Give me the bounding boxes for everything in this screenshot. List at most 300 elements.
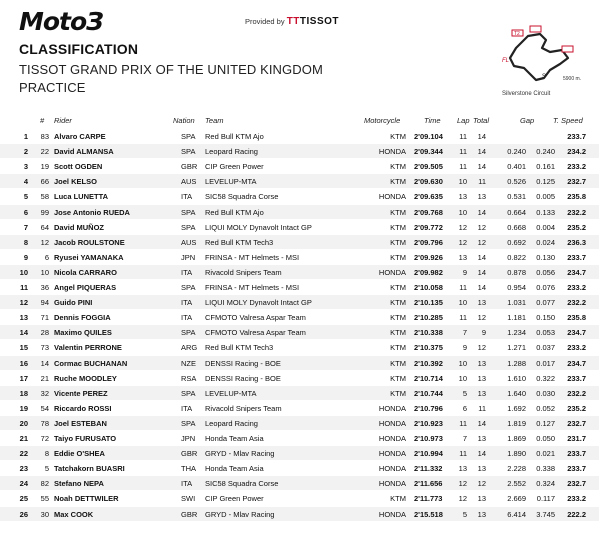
table-row [0, 265, 599, 279]
gap-previous: 0.127 [536, 418, 555, 428]
nation: NZE [181, 358, 196, 368]
provided-by [245, 16, 339, 27]
nation: JPN [181, 434, 196, 443]
lap-time: 2'10.338 [414, 328, 443, 338]
lap-number: 10 [458, 358, 467, 368]
rider-number: 22 [40, 147, 49, 157]
top-speed: 233.2 [567, 494, 586, 504]
lap-time: 2'11.332 [414, 464, 443, 474]
lap-time: 2'10.058 [414, 283, 443, 292]
lap-time: 2'09.772 [414, 222, 443, 232]
total-laps: 14 [477, 283, 486, 292]
rider-number: 30 [40, 509, 49, 519]
total-laps: 14 [477, 147, 486, 157]
rider-number: 71 [40, 313, 49, 323]
gap-previous: 0.037 [536, 343, 555, 353]
position: 10 [19, 267, 28, 277]
motorcycle: HONDA [378, 464, 406, 474]
motorcycle: HONDA [378, 509, 406, 519]
column-header-nation: Nation [173, 116, 195, 125]
total-laps: 11 [478, 403, 486, 413]
position: 12 [19, 298, 28, 308]
nation: SPA [181, 283, 196, 292]
lap-number: 13 [458, 252, 467, 262]
rider-name: Stefano NEPA [54, 479, 104, 489]
sponsor-logo [287, 16, 339, 27]
sponsor-mark: TT [286, 16, 300, 27]
event-name: TISSOT GRAND PRIX OF THE UNITED KINGDOM [19, 62, 323, 77]
session-name: PRACTICE [19, 80, 86, 95]
lap-time: 2'09.982 [414, 267, 443, 277]
position: 11 [20, 283, 28, 292]
nation: SPA [181, 388, 196, 398]
table-row [0, 461, 599, 475]
top-speed: 233.7 [567, 132, 586, 141]
rider-number: 10 [40, 267, 49, 277]
lap-time: 2'09.344 [414, 147, 443, 157]
motorcycle: KTM [390, 328, 406, 338]
rider-name: Luca LUNETTA [54, 192, 109, 202]
nation: ITA [181, 403, 193, 413]
position: 14 [19, 328, 28, 338]
motorcycle: KTM [390, 298, 406, 308]
team-name: Rivacold Snipers Team [205, 267, 282, 277]
motorcycle: HONDA [378, 418, 406, 428]
motorcycle: HONDA [378, 479, 406, 489]
rider-number: 99 [40, 207, 49, 217]
rider-name: Alvaro CARPE [54, 132, 106, 141]
rider-name: Maximo QUILES [54, 328, 112, 338]
motorcycle: HONDA [378, 147, 406, 157]
gap-previous: 0.056 [536, 267, 555, 277]
lap-time: 2'09.505 [414, 162, 443, 172]
rider-number: 66 [40, 177, 49, 187]
total-laps: 12 [477, 479, 486, 489]
position: 19 [19, 403, 28, 413]
gap-first: 1.031 [507, 298, 526, 308]
table-row [0, 431, 599, 445]
lap-time: 2'15.518 [414, 509, 443, 519]
top-speed: 232.2 [567, 298, 586, 308]
total-laps: 12 [477, 237, 486, 247]
rider-number: 64 [40, 222, 49, 232]
motorcycle: KTM [390, 388, 406, 398]
team-name: Honda Team Asia [205, 464, 264, 474]
lap-time: 2'10.923 [414, 418, 443, 428]
gap-previous: 0.005 [536, 192, 555, 202]
position: 6 [23, 207, 28, 217]
column-header-gap: Gap [520, 116, 535, 125]
column-header-team: Team [205, 116, 224, 125]
sector-marker [562, 46, 573, 52]
rider-number: 78 [40, 418, 49, 428]
top-speed: 234.2 [567, 147, 586, 157]
nation: SPA [181, 207, 196, 217]
start-marker: S [542, 74, 547, 80]
rider-name: Eddie O'SHEA [54, 449, 105, 459]
table-row [0, 159, 599, 173]
top-speed: 234.7 [567, 328, 586, 338]
total-laps: 13 [477, 358, 486, 368]
position: 1 [23, 132, 28, 141]
motorcycle: KTM [390, 494, 406, 504]
total-laps: 13 [477, 373, 486, 383]
table-row [0, 295, 599, 309]
nation: ITA [181, 192, 193, 202]
position: 8 [23, 237, 28, 247]
total-laps: 13 [477, 509, 486, 519]
motorcycle: KTM [390, 237, 406, 247]
table-row [0, 491, 599, 505]
rider-name: Guido PINI [54, 298, 93, 308]
top-speed: 233.7 [567, 373, 586, 383]
team-name: Leopard Racing [205, 418, 258, 428]
total-laps: 14 [477, 252, 486, 262]
team-name: LEVELUP-MTA [205, 177, 257, 187]
column-header-total: Total [473, 116, 489, 125]
table-row [0, 446, 599, 460]
gap-first: 0.954 [507, 283, 526, 292]
position: 13 [19, 313, 28, 323]
rider-name: Tatchakorn BUASRI [54, 464, 125, 474]
top-speed: 233.7 [567, 252, 586, 262]
total-laps: 14 [477, 162, 486, 172]
lap-number: 11 [459, 449, 467, 459]
gap-first: 1.234 [507, 328, 526, 338]
team-name: GRYD - Mlav Racing [205, 509, 275, 519]
position: 24 [19, 479, 28, 489]
top-speed: 235.8 [567, 313, 586, 323]
lap-time: 2'09.630 [414, 177, 443, 187]
gap-previous: 0.240 [536, 147, 555, 157]
position: 3 [23, 162, 28, 172]
nation: SPA [181, 328, 196, 338]
table-row [0, 174, 599, 188]
team-name: Rivacold Snipers Team [205, 403, 282, 413]
top-speed: 236.3 [567, 237, 586, 247]
gap-previous: 0.030 [536, 388, 555, 398]
lap-time: 2'11.656 [414, 479, 443, 489]
gap-first: 2.669 [507, 494, 526, 504]
nation: THA [181, 464, 196, 474]
motorcycle: KTM [390, 343, 406, 353]
rider-name: Angel PIQUERAS [54, 283, 117, 292]
lap-time: 2'10.375 [414, 343, 443, 353]
gap-first: 0.878 [507, 267, 526, 277]
table-row [0, 189, 599, 203]
rider-name: Nicola CARRARO [54, 267, 117, 277]
lap-time: 2'09.796 [414, 237, 443, 247]
position: 20 [19, 418, 28, 428]
nation: AUS [181, 177, 197, 187]
position: 25 [19, 494, 28, 504]
nation: GBR [181, 509, 198, 519]
lap-number: 12 [458, 222, 467, 232]
table-row [0, 325, 599, 339]
total-laps: 14 [477, 449, 486, 459]
lap-time: 2'10.994 [414, 449, 443, 459]
rider-name: Jacob ROULSTONE [54, 237, 125, 247]
table-row [0, 310, 599, 324]
lap-number: 12 [458, 479, 467, 489]
gap-first: 0.668 [507, 222, 526, 232]
table-row [0, 507, 599, 521]
table-row [0, 401, 599, 415]
nation: SPA [181, 222, 196, 232]
top-speed: 233.2 [567, 283, 586, 292]
top-speed: 232.2 [567, 388, 586, 398]
nation: SWI [181, 494, 196, 504]
team-name: CFMOTO Valresa Aspar Team [205, 328, 306, 338]
sector-marker [530, 26, 541, 32]
gap-first: 1.288 [507, 358, 526, 368]
gap-previous: 3.745 [536, 509, 555, 519]
motorcycle: KTM [390, 162, 406, 172]
position: 15 [19, 343, 28, 353]
table-row [0, 280, 599, 294]
nation: ITA [181, 298, 193, 308]
table-row [0, 220, 599, 234]
position: 23 [19, 464, 28, 474]
rider-number: 19 [40, 162, 49, 172]
position: 7 [23, 222, 28, 232]
total-laps: 13 [477, 388, 486, 398]
table-row [0, 371, 599, 385]
lap-time: 2'09.104 [414, 132, 443, 141]
lap-number: 6 [462, 403, 467, 413]
lap-number: 9 [462, 267, 467, 277]
top-speed: 232.7 [567, 177, 586, 187]
team-name: CIP Green Power [205, 162, 264, 172]
nation: GBR [181, 449, 198, 459]
rider-name: Ruche MOODLEY [54, 373, 117, 383]
gap-previous: 0.021 [536, 449, 555, 459]
column-header-lap: Lap [457, 116, 470, 125]
nation: SPA [181, 132, 196, 141]
rider-number: 6 [44, 252, 49, 262]
lap-number: 12 [458, 494, 467, 504]
rider-number: 12 [40, 237, 49, 247]
top-speed: 233.7 [567, 449, 586, 459]
team-name: Honda Team Asia [205, 434, 264, 443]
rider-name: Max COOK [54, 509, 94, 519]
rider-name: Valentin PERRONE [54, 343, 122, 353]
rider-name: Riccardo ROSSI [54, 403, 112, 413]
motorcycle: KTM [390, 358, 406, 368]
motorcycle: HONDA [378, 192, 406, 202]
rider-number: 28 [40, 328, 49, 338]
total-laps: 12 [477, 343, 486, 353]
team-name: Red Bull KTM Tech3 [205, 237, 274, 247]
lap-time: 2'10.973 [414, 434, 443, 443]
nation: GBR [181, 162, 198, 172]
nation: SPA [181, 418, 196, 428]
total-laps: 13 [477, 494, 486, 504]
lap-time: 2'09.635 [414, 192, 443, 202]
rider-name: David ALMANSA [54, 147, 114, 157]
column-header-rider: Rider [54, 116, 72, 125]
top-speed: 234.7 [567, 267, 586, 277]
motorcycle: KTM [390, 222, 406, 232]
rider-number: 83 [40, 132, 49, 141]
table-row [0, 340, 599, 354]
total-laps: 14 [477, 267, 486, 277]
circuit-length: 5900 m. [563, 76, 582, 82]
nation: ARG [181, 343, 198, 353]
lap-number: 5 [462, 388, 467, 398]
total-laps: 11 [478, 177, 486, 187]
gap-previous: 0.322 [536, 373, 555, 383]
fl-marker: FL [502, 58, 510, 64]
lap-number: 9 [462, 343, 467, 353]
rider-name: Noah DETTWILER [54, 494, 119, 504]
total-laps: 14 [477, 132, 486, 141]
total-laps: 13 [477, 298, 486, 308]
gap-first: 0.692 [507, 237, 526, 247]
rider-number: 55 [40, 494, 49, 504]
column-header-number: # [40, 116, 45, 125]
top-speed: 232.7 [567, 479, 586, 489]
motorcycle: KTM [390, 132, 406, 141]
rider-number: 5 [44, 464, 49, 474]
lap-number: 5 [462, 509, 467, 519]
gap-previous: 0.077 [536, 298, 555, 308]
gap-previous: 0.024 [536, 237, 555, 247]
position: 18 [19, 388, 28, 398]
lap-time: 2'10.744 [414, 388, 443, 398]
team-name: Red Bull KTM Tech3 [205, 343, 274, 353]
top-speed: 233.2 [567, 162, 586, 172]
total-laps: 9 [481, 328, 486, 338]
moto3-logo: MotoЗ [19, 7, 103, 36]
team-name: FRINSA - MT Helmets - MSI [205, 252, 300, 262]
position: 22 [19, 449, 28, 459]
total-laps: 13 [477, 464, 486, 474]
lap-time: 2'09.926 [414, 252, 443, 262]
lap-time: 2'10.135 [414, 298, 443, 308]
lap-time: 2'10.714 [414, 373, 443, 383]
rider-number: 82 [40, 479, 49, 489]
gap-first: 0.401 [507, 162, 526, 172]
gap-first: 1.692 [507, 403, 526, 413]
gap-first: 1.890 [507, 449, 526, 459]
rider-name: David MUÑOZ [54, 222, 105, 232]
motorcycle: HONDA [378, 434, 406, 443]
gap-previous: 0.052 [536, 403, 555, 413]
gap-previous: 0.133 [536, 207, 555, 217]
lap-number: 10 [458, 177, 467, 187]
rider-number: 8 [44, 449, 49, 459]
total-laps: 13 [477, 192, 486, 202]
gap-first: 0.664 [507, 207, 526, 217]
nation: ITA [181, 267, 193, 277]
total-laps: 12 [477, 222, 486, 232]
circuit-track [510, 34, 568, 80]
lap-time: 2'11.773 [414, 494, 443, 504]
position: 9 [23, 252, 28, 262]
lap-number: 11 [459, 418, 467, 428]
rider-number: 94 [40, 298, 49, 308]
gap-previous: 0.324 [536, 479, 555, 489]
rider-number: 32 [40, 388, 49, 398]
rider-name: Joel KELSO [54, 177, 97, 187]
lap-number: 7 [462, 328, 467, 338]
lap-time: 2'09.768 [414, 207, 443, 217]
position: 2 [23, 147, 28, 157]
gap-first: 6.414 [507, 509, 526, 519]
rider-number: 72 [40, 434, 49, 443]
motorcycle: HONDA [378, 267, 406, 277]
circuit-name: Silverstone Circuit [502, 91, 551, 97]
lap-number: 13 [458, 464, 467, 474]
table-row [0, 356, 599, 370]
gap-previous: 0.150 [536, 313, 555, 323]
team-name: Leopard Racing [205, 147, 258, 157]
gap-first: 0.240 [507, 147, 526, 157]
gap-first: 1.819 [507, 418, 526, 428]
table-row [0, 250, 599, 264]
lap-time: 2'10.796 [414, 403, 443, 413]
team-name: GRYD - Mlav Racing [205, 449, 275, 459]
gap-previous: 0.161 [536, 162, 555, 172]
position: 21 [19, 434, 28, 443]
nation: AUS [181, 237, 197, 247]
position: 16 [19, 358, 28, 368]
gap-previous: 0.076 [536, 283, 555, 292]
gap-previous: 0.117 [536, 494, 555, 504]
rider-name: Taiyo FURUSATO [54, 434, 117, 443]
lap-time: 2'10.285 [414, 313, 443, 323]
nation: ITA [181, 479, 193, 489]
gap-previous: 0.338 [536, 464, 555, 474]
motorcycle: KTM [390, 373, 406, 383]
column-header-top-speed: T. Speed [553, 116, 583, 125]
gap-first: 1.640 [507, 388, 526, 398]
gap-previous: 0.017 [536, 358, 555, 368]
lap-number: 13 [458, 192, 467, 202]
column-header-time: Time [424, 116, 441, 125]
team-name: DENSSI Racing - BOE [205, 358, 281, 368]
motorcycle: KTM [390, 283, 406, 292]
position: 17 [19, 373, 28, 383]
gap-first: 1.271 [507, 343, 526, 353]
nation: JPN [181, 252, 196, 262]
sponsor-name: TISSOT [299, 16, 340, 27]
gap-first: 1.610 [507, 373, 526, 383]
top-speed: 222.2 [567, 509, 586, 519]
gap-first: 2.228 [507, 464, 526, 474]
lap-number: 10 [458, 207, 467, 217]
nation: ITA [181, 313, 193, 323]
gap-previous: 0.053 [536, 328, 555, 338]
column-header-motorcycle: Motorcycle [364, 116, 401, 125]
lap-number: 10 [458, 298, 467, 308]
rider-number: 54 [40, 403, 49, 413]
nation: RSA [181, 373, 197, 383]
team-name: LIQUI MOLY Dynavolt Intact GP [205, 222, 312, 232]
lap-number: 11 [459, 147, 467, 157]
total-laps: 13 [477, 434, 486, 443]
motorcycle: KTM [390, 313, 406, 323]
motorcycle: KTM [390, 207, 406, 217]
lap-number: 11 [459, 283, 467, 292]
motorcycle: HONDA [378, 449, 406, 459]
top-speed: 233.7 [567, 464, 586, 474]
lap-number: 12 [458, 237, 467, 247]
team-name: SIC58 Squadra Corse [205, 479, 279, 489]
rider-number: 73 [40, 343, 49, 353]
gap-previous: 0.130 [536, 252, 555, 262]
